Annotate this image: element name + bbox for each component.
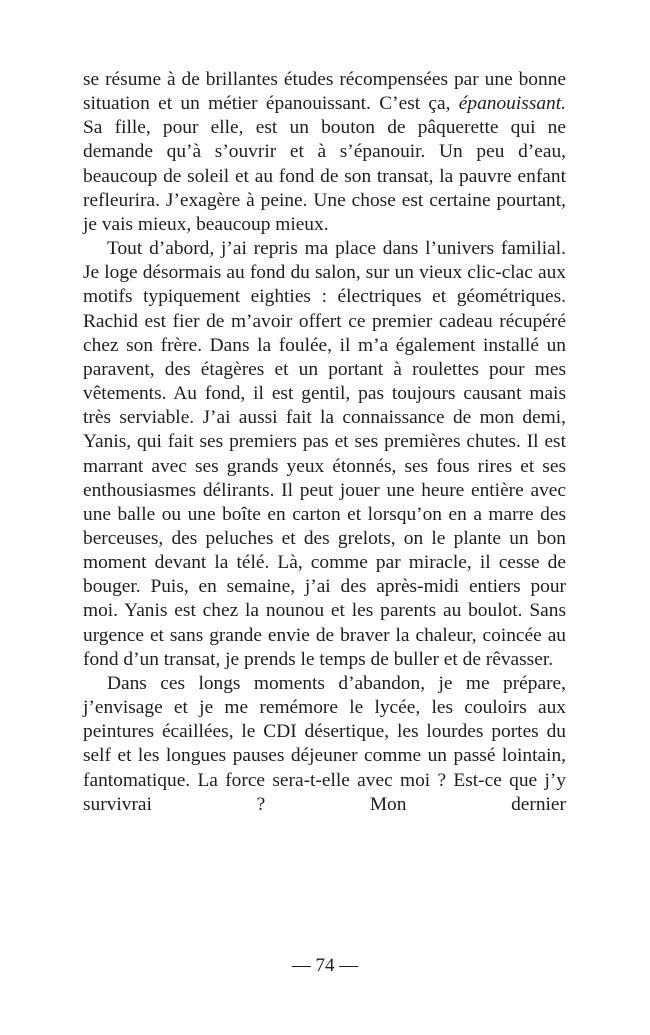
paragraph-1-emphasis: épanouissant. — [458, 93, 566, 115]
paragraph-1-text-after: Sa fille, pour elle, est un bouton de pâquerette qui ne demande qu’à s’ouvrir et à s’épanouir. Un peu d’eau, beaucoup de soleil et au fond de son transat, la pauvre enfant refleurira. J’exagère à peine. Une chose est certaine pourtant, je vais mieux, beaucoup mieux. — [83, 117, 566, 235]
page-number: — 74 — — [291, 955, 359, 976]
paragraph-2: Tout d’abord, j’ai repris ma place dans l’univers familial. Je loge désormais au fond du salon, sur un vieux clic-clac aux motifs typiquement eighties : électriques et géométriques. Rachid est fier de m’avoir offert ce premier cadeau récupéré chez son frère. Dans la foulée, il m’a également installé un paravent, des étagères et un portant à roulettes pour mes vêtements. Au fond, il est gentil, pas toujours causant mais très serviable. J’ai aussi fait la connaissance de mon demi, Yanis, qui fait ses premiers pas et ses premières chutes. Il est marrant avec ses grands yeux étonnés, ses fous rires et ses enthousiasmes délirants. Il peut jouer une heure entière avec une balle ou une boîte en carton et lorsqu’on en a marre des berceuses, des peluches et des grelots, on le plante un bon moment devant la télé. Là, comme par miracle, il cesse de bouger. Puis, en semaine, j’ai des après-midi entiers pour moi. Yanis est chez la nounou et les parents au boulot. Sans urgence et sans grande envie de braver la chaleur, coincée au fond d’un transat, je prends le temps de buller et de rêvasser. — [83, 238, 566, 670]
paragraph-1 — [83, 68, 566, 237]
page-body — [83, 68, 566, 817]
paragraph-3: Dans ces longs moments d’abandon, je me prépare, j’envisage et je me remémore le lycée, les couloirs aux peintures écaillées, le CDI désertique, les lourdes portes du self et les longues pauses déjeuner comme un passé lointain, fantomatique. La force sera-t-elle avec moi ? Est-ce que j’y survivrai ? Mon dernier — [83, 672, 566, 815]
paragraph-1-text-before: se résume à de brillantes études récompensées par une bonne situation et un métier épanouissant. C’est ça, — [83, 69, 566, 115]
